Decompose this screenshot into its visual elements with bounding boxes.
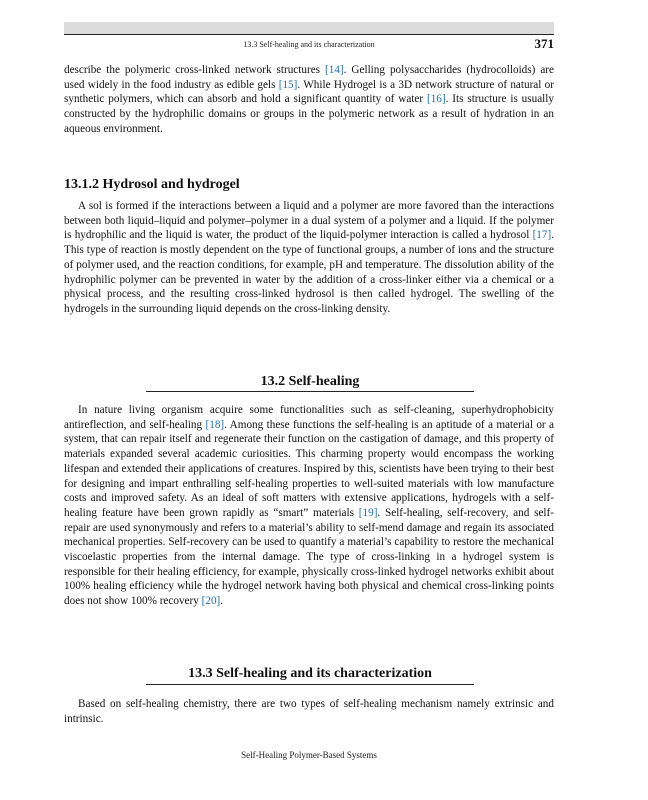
- citation-link[interactable]: [17]: [532, 229, 552, 242]
- section-heading-self-healing: 13.2 Self-healing: [260, 374, 360, 389]
- section-heading-characterization: 13.3 Self-healing and its characterization: [188, 666, 432, 681]
- citation-link[interactable]: [20]: [201, 595, 221, 608]
- paragraph-intro: describe the polymeric cross-linked network structures [14]. Gelling polysaccharides (hydrocolloids) are used widely in the food industry as edible gels [15]. While Hydrogel is a 3D network structure of natural or synthetic polymers, which can absorb and hold a significant quantity of water [16]. Its structure is usually constructed by the hydrophilic domains or groups in the polymeric network as a result of hydration in an aqueous environment.: [64, 64, 554, 135]
- paragraph-mechanisms: Based on self-healing chemistry, there are two types of self-healing mechanism namely extrinsic and intrinsic.: [64, 698, 554, 725]
- subsection-heading: 13.1.2 Hydrosol and hydrogel: [64, 177, 240, 192]
- citation-link[interactable]: [16]: [426, 93, 446, 106]
- citation-link[interactable]: [19]: [358, 506, 378, 519]
- citation-link[interactable]: [15]: [278, 78, 298, 91]
- header-rule: [64, 34, 554, 35]
- paragraph-self-healing: In nature living organism acquire some functionalities such as self-cleaning, superhydrophobicity antireflection, and self-healing [18]. Among these functions the self-healing is an aptitude of a material or a system, that can repair itself and regenerate their function on the castigation of damage, and this property of materials expanded several academic curiosities. This charming property would encompass the working lifespan and extended their applications of creatures. Inspired by this, scientists have been trying to their best for designing and impart enthralling self-healing properties to well-suited materials with low manufacture costs and improved safety. As an ideal of soft matters with extensive applications, hydrogels with a self-healing feature have been grown rapidly as “smart” materials [19]. Self-healing, self-recovery, and self-repair are used synonymously and refers to a material’s ability to self-mend damage and regain its associated mechanical properties. Self-recovery can be used to quantify a material’s capability to restore the mechanical viscoelastic properties from the internal damage. The type of cross-linking in a hydrogel system is responsible for their healing efficiency, for example, physically cross-linked hydrogel networks exhibit about 100% healing efficiency while the hydrogel network having both physical and chemical cross-linking points does not show 100% recovery [20].: [64, 404, 554, 608]
- citation-link[interactable]: [18]: [205, 418, 225, 431]
- running-title: 13.3 Self-healing and its characterization: [243, 40, 375, 49]
- book-title-footer: Self-Healing Polymer-Based Systems: [241, 750, 377, 760]
- section-rule: [146, 391, 474, 392]
- paragraph-hydrosol: A sol is formed if the interactions between a liquid and a polymer are more favored than the interactions between both liquid–liquid and polymer–polymer in a dual system of a polymer and a liquid. If the polymer is hydrophilic and the liquid is water, the product of the liquid-polymer interaction is called a hydrosol [17]. This type of reaction is mostly dependent on the type of functional groups, a number of ions and the structure of polymer used, and the reaction conditions, for example, pH and temperature. The dissolution ability of the hydrophilic polymer can be prevented in water by the addition of a cross-linker either via a chemical or a physical process, and the resulting cross-linked hydrosol is then called hydrogel. The swelling of the hydrogels in the surrounding liquid depends on the cross-linking density.: [64, 200, 554, 315]
- header-bar: [64, 22, 554, 34]
- section-rule: [146, 684, 474, 685]
- citation-link[interactable]: [14]: [325, 64, 344, 76]
- page-number: 371: [534, 36, 554, 51]
